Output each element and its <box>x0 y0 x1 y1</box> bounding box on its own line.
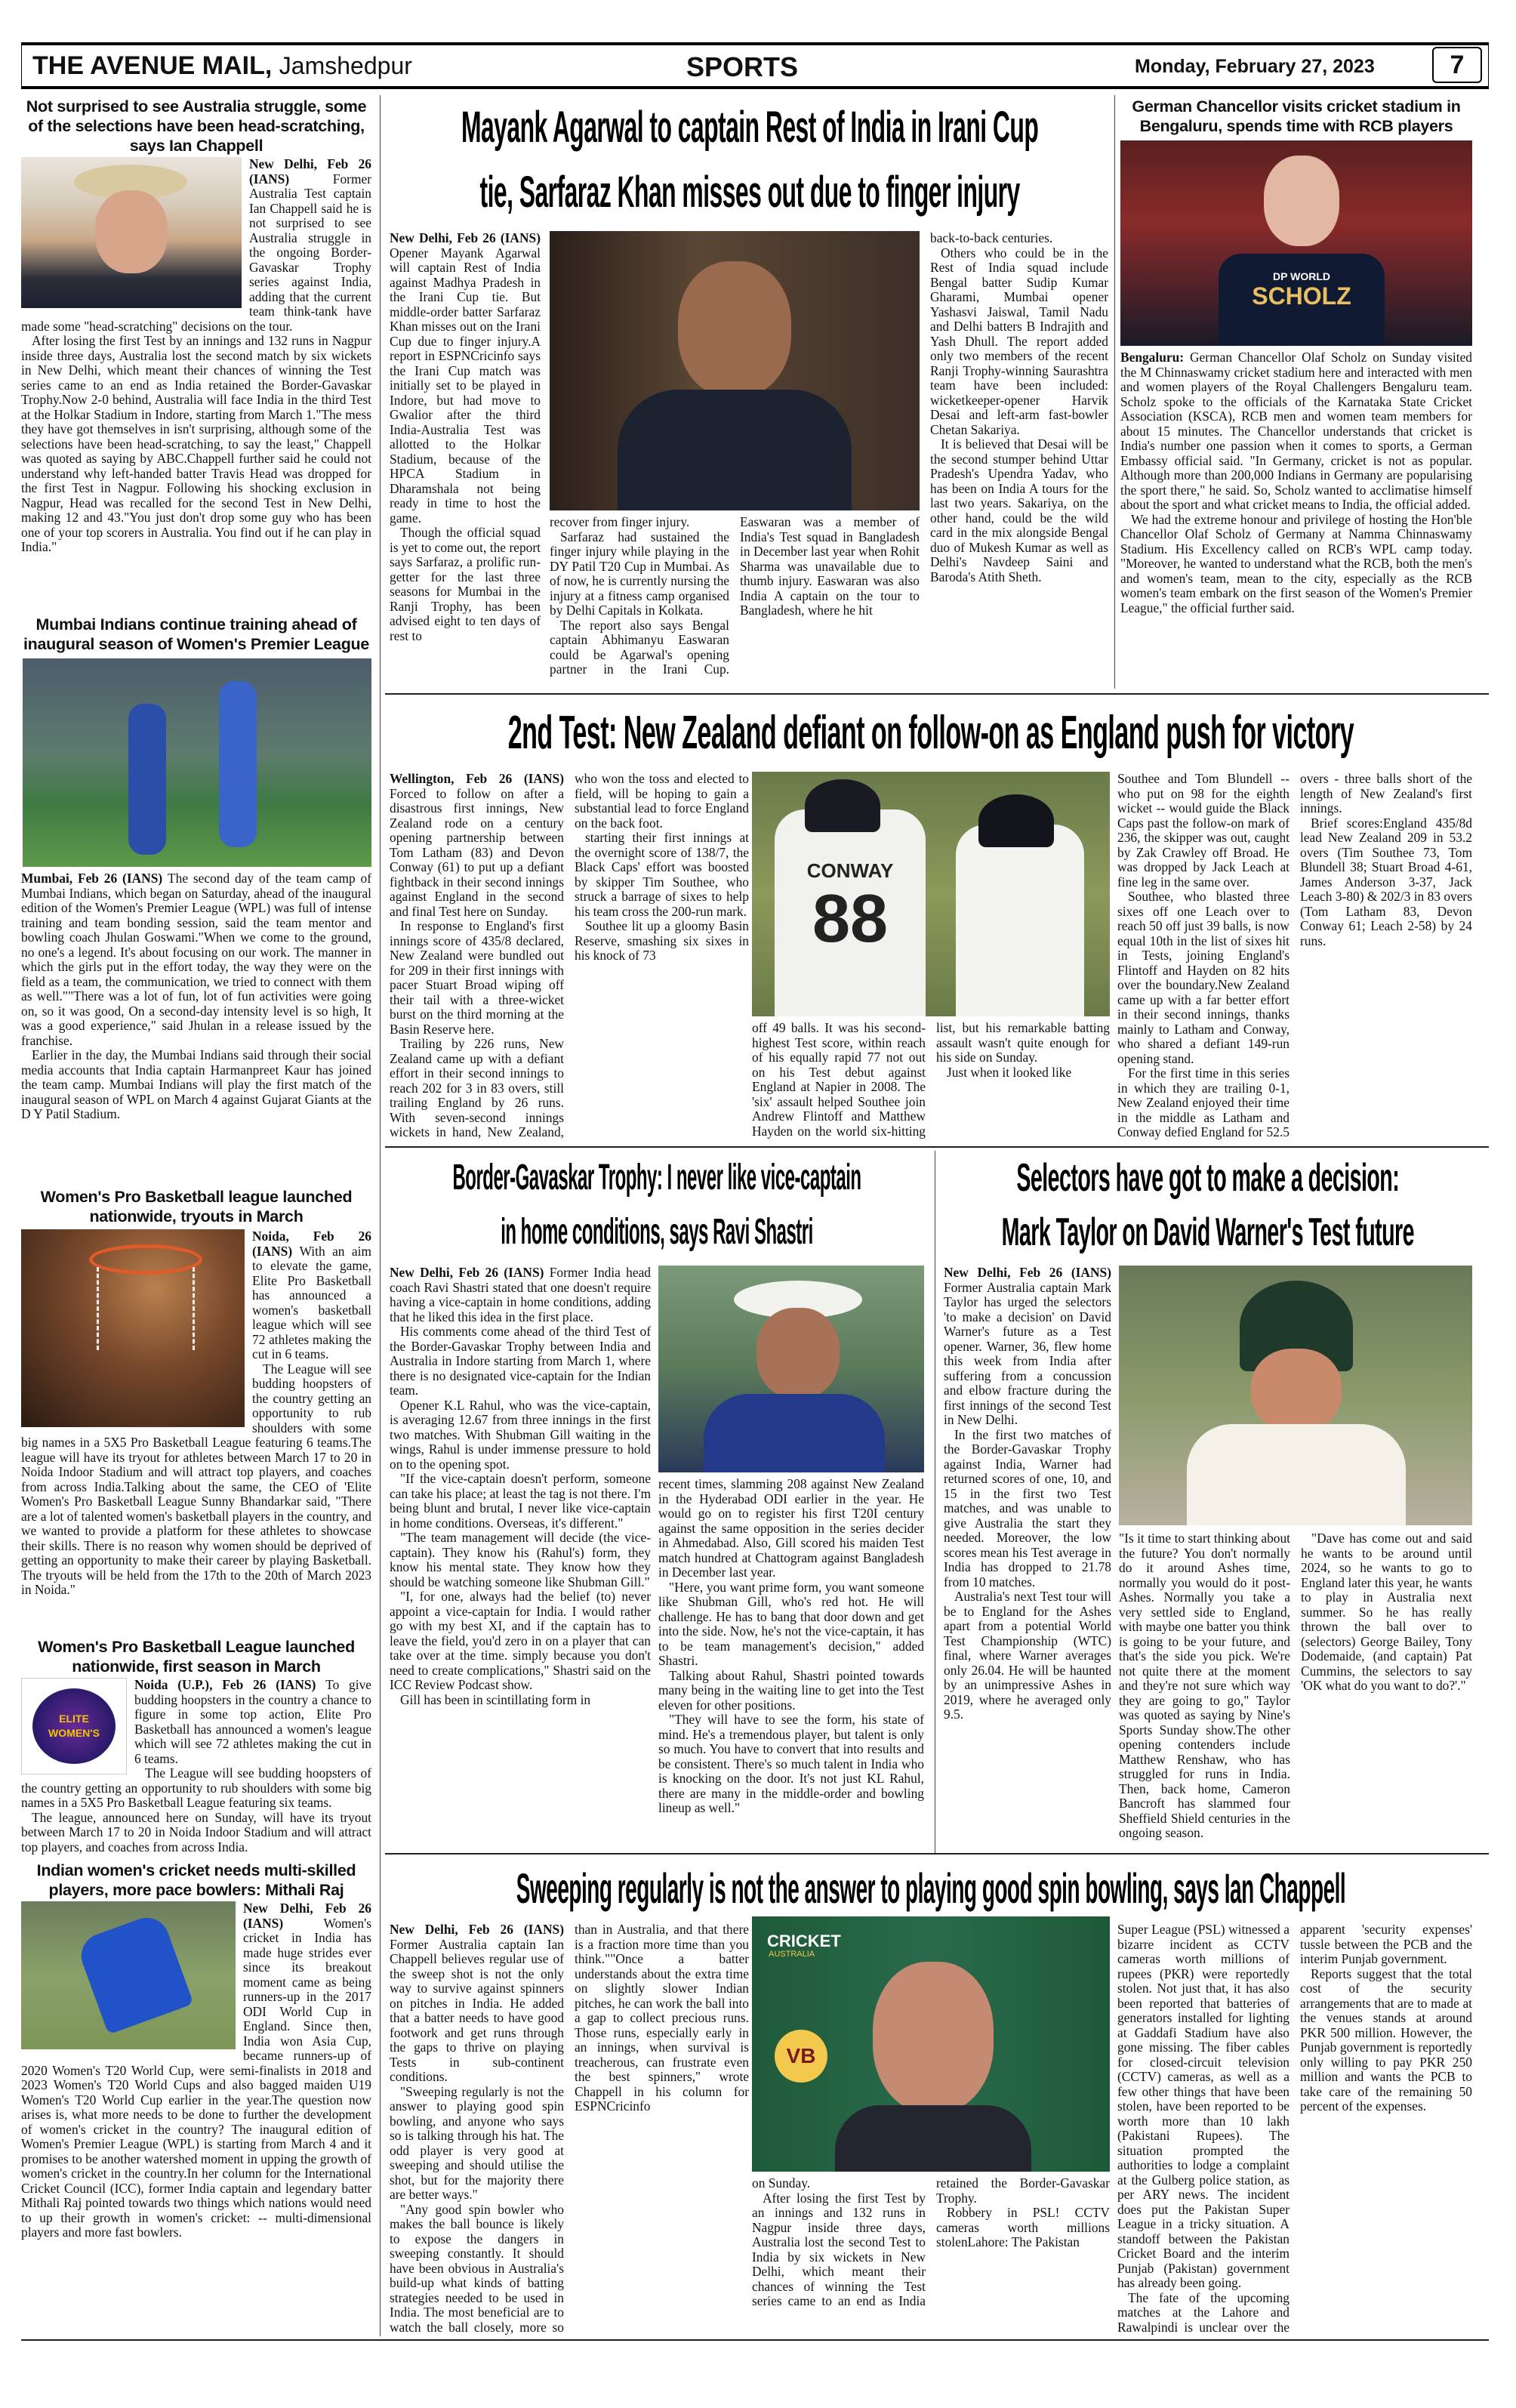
paragraph: on Sunday. <box>752 2176 811 2191</box>
paragraph: The fate of the upcoming matches at the Lahore and Rawalpindi is unclear over the apparent 'security expenses' tussle between the PCB and the interim Punjab government. <box>1117 1922 1472 2335</box>
column-divider <box>1114 95 1115 689</box>
shirt-shape <box>1187 1424 1406 1525</box>
paragraph: Talking about Rahul, Shastri pointed towards many being in the waiting line to get into the Test eleven for other positions. <box>658 1667 924 1713</box>
page-footer-rule <box>21 2339 1489 2341</box>
paragraph: Just when it looked like <box>947 1064 1072 1080</box>
article-text-columns <box>1119 1531 1472 1855</box>
paragraph: Gill has been in scintillating form in <box>400 1691 591 1707</box>
article-body <box>21 1678 371 1856</box>
paragraph: "Dave has come out and said he wants to be around until 2024, so he wants to go to England later this year, he wants to play in Australia next summer. So he has really thrown the ball over to (selectors) George Bailey, Tony Dodemaide, (and captain) Pat Cummins, the selectors to say 'OK what do you want to do?'." <box>1301 1531 1472 1693</box>
paragraph: In response to England's first innings score of 435/8 declared, New Zealand were bundled out for 209 in their first innings with pacer Stuart Broad wiping off their tail with a three-wicket burst on the third morning at the Basin Reserve here. <box>390 918 564 1037</box>
headline-line: Sweeping regularly is not the answer to playing good spin bowling, says Ian Chappell <box>516 1864 1346 1912</box>
paragraph: Earlier in the day, the Mumbai Indians said through their social media accounts that India captain Harmanpreet Kaur has joined the team camp. Mumbai Indians will play the first match of the inaugural season of WPL on March 4 against Gujarat Giants at the D Y Patil Stadium. <box>21 1047 371 1121</box>
face-shape <box>1264 156 1339 246</box>
paragraph: New Delhi, Feb 26 (IANS) Former Australia captain Mark Taylor has urged the selectors 'to make a decision' on David Warner's future as a Test opener. Warner, 36, flew home this week from India after suffering from a concussion and elbow fracture during the first innings of the second Test in New Delhi. <box>944 1266 1111 1427</box>
photo-mayank-agarwal <box>550 231 920 510</box>
headline-line: 2nd Test: New Zealand defiant on follow-on as England push for victory <box>507 707 1354 759</box>
headline-line: Mark Taylor on David Warner's Test future <box>1001 1210 1414 1254</box>
paragraph: "I, for one, always had the belief (to) never appoint a vice-captain for India. I would rather go with my best XI, and if the captain has to leave the field, you'd zero in on a player that can take over at the time. simply because you don't need to create complications," Shastri said on the ICC Review Podcast show. <box>390 1589 651 1692</box>
page-number: 7 <box>1432 47 1482 83</box>
dateline: Wellington, Feb 26 (IANS) <box>390 772 564 786</box>
paragraph: Opener K.L Rahul, who was the vice-captain, is averaging 12.67 from three innings in the first two matches. With Shubman Gill waiting in the wings, Rahul is under immense pressure to hold on to the opening spot. <box>390 1397 651 1472</box>
article-basketball-tryouts <box>21 1187 371 1636</box>
paragraph: "Here, you want prime form, you want someone like Shubman Gill, who's red hot. He will challenge. He has to bang that door down and get into the side. Now, he's not the vice-captain, it has to be team management's decision," added Shastri. <box>658 1579 924 1668</box>
dateline: New Delhi, Feb 26 (IANS) <box>249 157 371 187</box>
headline-line: Selectors have got to make a decision: <box>1016 1156 1400 1200</box>
article-mithali <box>21 1861 371 2336</box>
paragraph: It is believed that Desai will be the second stumper behind Uttar Pradesh's Upendra Yadav, who has been on India A tours for the last two years. Sakariya, on the other hand, could be the wild card in the mix alongside Bengal duo of Mukesh Kumar as well as Delhi's Navdeep Saini and Baroda's Atith Sheth. <box>930 436 1108 584</box>
logo-text: ELITE WOMEN'S <box>32 1688 116 1764</box>
article-text-columns <box>390 772 749 1142</box>
paragraph: Robbery in PSL! CCTV cameras worth millions stolenLahore: The Pakistan <box>936 2205 1110 2249</box>
paragraph: After losing the first Test by an innings and 132 runs in Nagpur inside three days, Australia lost the second match by six wickets in New Delhi, which meant their chances of winning the Test series came to an end as India retained the Border-Gavaskar Trophy.Now 2-0 behind, Australia will face India in the third Test at the Holkar Stadium in Indore, starting from March 1."The mess they have got themselves in isn't surprising, although some of the selections have been head-scratching, to say the least," Chappell was quoted as saying by ABC.Chappell further said he could not understand why left-handed batter Travis Head was dropped for the first Test in Nagpur. Following his shocking exclusion in Nagpur, Head was recalled for the second Test in New Delhi, making 12 and 43."You just don't drop some guy who has been one of your top scorers in Australia. You find out if he can play in India." <box>21 333 371 554</box>
section-title: SPORTS <box>686 51 799 82</box>
face-shape <box>95 190 168 273</box>
photo-ravi-shastri <box>658 1266 924 1472</box>
helmet-shape <box>978 794 1054 847</box>
paragraph: "If the vice-captain doesn't perform, someone can take his place; at least the tag is not there. I'm being blunt and brutal, I never like vice-captain in home conditions. Overseas, it's different." <box>390 1471 651 1531</box>
paragraph: Though the official squad is yet to come out, the report says Sarfaraz, a prolific run-getter for the last three seasons for Mumbai in the Ranji Trophy, has been advised eight to ten days of rest to <box>390 525 541 643</box>
paragraph: The League will see budding hoopsters of the country getting an opportunity to rub shoulders with some big names in a 5X5 Pro Basketball League featuring 6 teams.The league will have its tryout for athletes between March 17 to 20 in Noida Indoor Stadium and will attract top players, and coaches from across India.Talking about the same, the CEO of 'Elite Women's Pro Basketball League Sunny Bhandarkar said, "There are a lot of talented women's basketball players in the country, and we wanted to provide a platform for these athletes to showcase their skills. There is no reason why women should be deprived of getting an opportunity to make their career by playing Basketball. The tryouts will be held from the 17th to the 20th of March 2023 in Noida." <box>21 1361 371 1597</box>
backdrop-text: AUSTRALIA <box>769 1950 815 1959</box>
article-basketball-season <box>21 1637 371 1858</box>
sponsor-logo: VB <box>775 2030 827 2083</box>
paragraph: New Delhi, Feb 26 (IANS) Former Australia captain Ian Chappell believes regular use of the sweep shot is not the only way to survive against spinners on pitches in India. He added that a batter needs to have good footwork and get runs through the gaps to thrive on playing Tests in sub-continent conditions. <box>390 1922 564 2084</box>
shirt-shape <box>835 2105 1031 2172</box>
paragraph: recover from finger injury. <box>550 515 690 529</box>
headline: German Chancellor visits cricket stadium in Bengaluru, spends time with RCB players <box>1132 97 1461 135</box>
masthead <box>21 42 1489 89</box>
face-shape <box>873 1962 994 2113</box>
dateline: New Delhi, Feb 26 (IANS) <box>390 1922 564 1937</box>
jersey-sponsor-text: DP WORLD <box>1273 270 1330 282</box>
jersey-name-text: SCHOLZ <box>1252 282 1351 310</box>
paragraph: Trailing by 226 runs, New Zealand came up with a defiant effort in their second innings to reach 202 for 3 in 83 overs, still trailing England by 26 runs. With seven-second innings wickets in hand, New Zealand, who won the toss and elected to field, will be hoping to gain a substantial lead to force England on the back foot. <box>390 772 749 1139</box>
article-text-column <box>390 231 541 684</box>
helmet-shape <box>805 779 880 832</box>
headline-nz-test <box>390 701 1472 769</box>
dateline: New Delhi, Feb 26 (IANS) <box>390 1266 550 1280</box>
dateline: Noida, Feb 26 (IANS) <box>252 1229 371 1259</box>
article-body <box>21 157 371 610</box>
paragraph: In the first two matches of the Border-Gavaskar Trophy against India, Warner had returned scores of one, 10, and 15 in the first two Test matches, and was unable to give Australia the start they needed. Moreover, the low scores mean his Test average in India has dropped to 21.78 from 10 matches. <box>944 1426 1111 1589</box>
headline-sweeping <box>390 1858 1472 1921</box>
article-text-column <box>930 231 1108 684</box>
paragraph: The League will see budding hoopsters of the country getting an opportunity to rub shoulders with some big names in a 5X5 Pro Basketball League featuring six teams. <box>21 1765 371 1810</box>
paragraph: New Delhi, Feb 26 (IANS) Opener Mayank Agarwal will captain Rest of India against Madhya Pradesh in the Irani Cup tie. But middle-order batter Sarfaraz Khan misses out on the Irani Cup due to finger injury.A report in ESPNCricinfo says the Irani Cup match was initially set to be played in Indore, but had move to Gwalior after the third India-Australia Test was allotted to the Holkar Stadium, because of the HPCA Stadium in Dharamshala not being ready in time to host the game. <box>390 231 541 526</box>
face-shape <box>678 261 791 397</box>
paragraph: Southee lit up a gloomy Basin Reserve, smashing six sixes in his knock of 73 <box>575 918 749 963</box>
paragraph: New Delhi, Feb 26 (IANS) Former Australia Test captain Ian Chappell said he is not surprised to see Australia struggle in the ongoing Border-Gavaskar Trophy series against India, adding that the current team think-tank have made some "head-scratching" decisions on the tour. <box>21 157 371 334</box>
paragraph: His comments come ahead of the third Test of the Border-Gavaskar Trophy between India and Australia in Indore starting from March 1, where there is no designated vice-captain for the Indian team. <box>390 1324 651 1398</box>
paragraph: Noida (U.P.), Feb 26 (IANS) To give budding hoopsters in the country a chance to figure in some top action, Elite Pro Basketball has announced a women's league which will see 72 athletes making the cut in 6 teams. <box>134 1678 371 1766</box>
article-body <box>21 1229 371 1631</box>
photo-david-warner <box>1119 1266 1472 1525</box>
photo-ian-chappell-presser <box>752 1916 1110 2172</box>
article-text <box>21 871 371 1155</box>
headline-mayank <box>390 95 1110 228</box>
dateline: New Delhi, Feb 26 (IANS) <box>944 1266 1111 1280</box>
article-text-columns <box>1117 1922 1472 2336</box>
article-scholz <box>1120 97 1472 686</box>
shirt-shape <box>618 390 852 510</box>
player-figure <box>128 704 166 855</box>
paragraph: recent times, slamming 208 against New Zealand in the Hyderabad ODI earlier in the year. He would go on to register his first T20I century against the same opposition in the series decider in Ahmedabad. Also, Gill scored his maiden Test match hundred at Chattogram against Bangladesh in December last year. <box>658 1477 924 1580</box>
paragraph: For the first time in this series in which they are trailing 0-1, New Zealand enjoyed their time in the middle as Latham and Conway defied England for 52.5 overs - three balls short of the length of New Zealand's first innings. <box>1117 772 1472 1139</box>
article-text-columns <box>390 1922 749 2336</box>
face-shape <box>1251 1349 1342 1432</box>
paragraph: "Sweeping regularly is not the answer to playing good spin bowling, and anyone who says so is talking through his hat. The odd player is very good at sweeping and should utilise the shot, but for the majority there are better ways." <box>390 2083 564 2202</box>
paragraph: Super League (PSL) witnessed a bizarre incident as CCTV cameras worth millions of rupees (PKR) were reportedly stolen. Not just that, it has also been reported that batteries of generators installed for lighting at Gaddafi Stadium have also gone missing. The fiber cables for closed-circuit television (CCTV) cameras, as well as a few other things that have been stolen, have been reported to be worth more than 10 lakh (Pakistani Rupees). The situation prompted the authorities to lodge a complaint at the Gulberg police station, as per ARY news. The incident does put the Pakistan Super League in a tricky situation. A standoff between the Pakistan Cricket Board and the interim Punjab (Pakistan) government has already been going. <box>1117 1922 1290 2290</box>
issue-date: Monday, February 27, 2023 <box>1135 56 1375 77</box>
backdrop-text: CRICKET <box>767 1932 841 1950</box>
headline: Women's Pro Basketball league launched nationwide, tryouts in March <box>40 1188 353 1226</box>
dateline: New Delhi, Feb 26 (IANS) <box>390 231 541 245</box>
paper-title: THE AVENUE MAIL, <box>32 51 273 80</box>
paragraph: "Is it time to start thinking about the future? You don't normally do it around Ashes time, normally you would do it post-Ashes. Normally you take a very settled side to England, with maybe one batter you think is going to be your future, and that's the side you pick. We're not quite there at the moment and they're not sure which way they are going to go," Taylor was quoted as saying by Nine's Sports Sunday show.The other opening contenders include Matthew Renshaw, who has struggled for runs in India. Then, back home, Cameron Bancroft has slammed four Sheffield Shield centuries in the ongoing season. <box>1119 1531 1290 1840</box>
article-text-columns <box>752 2176 1110 2336</box>
paragraph: Southee, who blasted three sixes off one Leach over to reach 50 off just 39 balls, is now equal 10th in the list of sixes hit in Tests, joining England's Flintoff and Hayden on 82 hits over the boundary.New Zealand came up with a far better effort in their second innings, thanks mainly to Latham and Conway, who shared a defiant 149-run opening stand. <box>1117 889 1290 1066</box>
paragraph: Noida, Feb 26 (IANS) With an aim to elevate the game, Elite Pro Basketball has announced a women's basketball league which will see 72 athletes making the cut in 6 teams. <box>252 1229 371 1361</box>
paragraph: New Delhi, Feb 26 (IANS) Women's cricket in India has made huge strides ever since its breakout moment came as being runners-up in the 2017 ODI World Cup in England. Since then, India won Asia Cup, became runners-up of 2020 Women's T20 World Cup, were semi-finalists in 2018 and 2023 Women's T20 World Cups and also bagged maiden U19 Women's T20 World Cup earlier in the year.The question now arises is, what more needs to be done to further the development of women's cricket in the country? The inaugural edition of Women's Premier League (WPL) is starting from March 4 and it promises to be another watershed moment in upping the growth of women's cricket in the country.In her column for the International Cricket Council (ICC), former India captain and legendary batter Mithali Raj pointed towards two things which nations would need to up their growth in women's cricket: -- multi-dimensional players and more fast bowlers. <box>21 1901 371 2240</box>
paragraph: New Delhi, Feb 26 (IANS) Former India head coach Ravi Shastri stated that one doesn't require having a vice-captain in home conditions, adding that he liked this idea in the first place. <box>390 1266 651 1324</box>
shirt-shape <box>704 1394 885 1472</box>
paragraph: The report also says Bengal captain Abhimanyu Easwaran could be Agarwal's opening partner in the Irani Cup. Easwaran was a member of India's Test squad in Bangladesh in December last year when Rohit Sharma was unavailable due to thumb injury. Easwaran was also India A captain on the tour to Bangladesh, where he hit <box>550 515 920 677</box>
photo-basketball-hoop <box>21 1229 245 1427</box>
paper-city: Jamshedpur <box>279 52 412 79</box>
paragraph: starting their first innings at the overnight score of 138/7, the Black Caps' effort was boosted by skipper Tim Southee, who struck a barrage of sixes to help his team cross the 200-run mark. <box>575 830 749 919</box>
article-text-column <box>390 1266 651 1855</box>
photo-scholz-rcb <box>1120 140 1472 346</box>
photo-mumbai-indians-training <box>23 658 371 867</box>
paragraph: off 49 balls. It was his second-highest Test score, within reach of his equally rapid 77 not out on his Test debut against England at Napier in 2008. The 'six' assault helped Southee join Andrew Flintoff and Matthew Hayden on the world six-hitting list, but his remarkable batting assault wasn't quite enough for his side on Sunday. <box>752 1021 1110 1139</box>
article-body <box>21 1901 371 2324</box>
headline: Not surprised to see Australia struggle, some of the selections have been head-scratching, says Ian Chappell <box>26 97 367 155</box>
paragraph: After losing the first Test by an innings and 132 runs in Nagpur inside three days, Australia lost the second Test to India by six wickets in New Delhi, which meant their chances of winning the Test series came to an end as India retained the Border-Gavaskar Trophy. <box>752 2176 1110 2308</box>
section-divider <box>385 693 1489 695</box>
player-figure <box>75 1911 193 2034</box>
article-text-column <box>658 1477 924 1855</box>
paragraph: "The team management will decide (the vice-captain). They know his (Rahul's) form, they know his mental state. They know how they should be watching someone like Shubman Gill." <box>390 1530 651 1589</box>
hoop-net <box>97 1267 195 1350</box>
headline: Indian women's cricket needs multi-skilled players, more pace bowlers: Mithali Raj <box>36 1861 356 1899</box>
headline-taylor <box>944 1151 1472 1261</box>
section-divider <box>385 1146 1489 1148</box>
column-divider <box>380 95 381 2336</box>
photo-women-cricketer <box>21 1901 236 2049</box>
player-figure <box>956 825 1084 1016</box>
face-shape <box>756 1308 840 1398</box>
paragraph: Southee and Tom Blundell -- who put on 98 for the eighth wicket -- would guide the Black Caps past the follow-on mark of 236, the skipper was out, caught by Zak Crawley off Broad. He was dropped by Jack Leach at fine leg in the same over. <box>1117 772 1290 890</box>
dateline: Bengaluru: <box>1120 350 1190 365</box>
paragraph: "Any good spin bowler who makes the ball bounce is likely to expose the dangers in sweeping constantly. It should have been obvious in Australia's build-up what kinds of batting strategies needed to be used in India. The most beneficial are to watch the ball closely, more so than in Australia, and that there is a fraction more time than you think.""Once a batter understands about the extra time on slightly slower Indian pitches, he can work the ball into a gap to collect precious runs. Those runs, especially early in an innings, when survival is treacherous, can frustrate even the best spinners," wrote Chappell in his column for ESPNCricinfo <box>390 1922 749 2335</box>
headline-shastri <box>390 1151 924 1261</box>
article-text-columns <box>1117 772 1472 1142</box>
paragraph: Bengaluru: German Chancellor Olaf Scholz on Sunday visited the M Chinnaswamy cricket stadium here and interacted with men and women players of the Royal Challengers Bengaluru team. Scholz spoke to the officials of the Karnataka State Cricket Association (KSCA), RCB men and women team members for about 15 minutes. The Chancellor understands that cricket is India's number one passion when it comes to sports, a German Embassy official said. "In Germany, cricket is not as popular. Although more than 200,000 Indians in Germany are popularising the sport there," he said. So, Scholz wanted to acclimatise himself about the sport and what cricket means to India, the official added. <box>1120 350 1472 512</box>
article-chappell-struggle <box>21 97 371 612</box>
paragraph: Sarfaraz had sustained the finger injury while playing in the DY Patil T20 Cup in Mumbai. As of now, he is currently nursing the injury at a fitness camp organised by Delhi Capitals in Kolkata. <box>550 529 729 618</box>
headline: Mumbai Indians continue training ahead of inaugural season of Women's Premier League <box>23 615 370 653</box>
jersey-number-text: 88 <box>812 881 889 957</box>
photo-ian-chappell <box>21 157 242 308</box>
article-text-columns <box>752 1021 1110 1142</box>
dateline: Noida (U.P.), Feb 26 (IANS) <box>134 1678 326 1692</box>
headline-line: Border-Gavaskar Trophy: I never like vice-captain <box>452 1158 861 1198</box>
paragraph: We had the extreme honour and privilege of hosting the Hon'ble Chancellor Olaf Scholz of Germany at Namma Chinnaswamy Stadium. His Excellency called on RCB's WPL camp today. "Moreover, he wanted to understand what the RCB, both the men's and women's team, mean to the city, especially as the RCB women's team embark on the first season of the Women's Premier League," the official further said. <box>1120 511 1472 615</box>
paragraph: back-to-back centuries. <box>930 231 1053 245</box>
photo-conway-celebration <box>752 772 1110 1016</box>
dateline: Mumbai, Feb 26 (IANS) <box>21 871 168 886</box>
headline-line: tie, Sarfaraz Khan misses out due to finger injury <box>479 168 1020 217</box>
paragraph: Others who could be in the Rest of India squad include Bengal batter Sudip Kumar Gharami, Mumbai opener Yashasvi Jaiswal, Tamil Nadu and Delhi batters B Indrajith and Yash Dhull. The report added only two members of the recent Ranji Trophy-winning Saurashtra team have been included: wicketkeeper-opener Harvik Desai and left-arm fast-bowler Chetan Sakariya. <box>930 245 1108 437</box>
headline: Women's Pro Basketball League launched nationwide, first season in March <box>38 1638 355 1676</box>
article-mumbai-indians <box>21 615 371 1186</box>
article-text-columns <box>550 515 920 684</box>
headline-line: in home conditions, says Ravi Shastri <box>501 1212 813 1252</box>
paragraph: "They will have to see the form, his state of mind. He's a tremendous player, but talent is only so much. You have to convert that into results and be consistent. There's so much talent in India who is knocking on the door. It's not just KL Rahul, there are many in the middle-order and bowling lineup as well." <box>658 1712 924 1815</box>
article-text <box>1120 350 1472 686</box>
headline-line: Mayank Agarwal to captain Rest of India in Irani Cup <box>461 103 1039 152</box>
paragraph: Wellington, Feb 26 (IANS) Forced to follow on after a disastrous first innings, New Zealand rode on a century opening partnership between Tom Latham (83) and Devon Conway (61) to put up a defiant fightback in their second innings against England in the second and final Test here on Sunday. <box>390 772 564 919</box>
jersey-shape <box>1219 254 1385 346</box>
paragraph: Mumbai, Feb 26 (IANS) The second day of the team camp of Mumbai Indians, which began on Saturday, ahead of the inaugural edition of the Women's Premier League (WPL) was full of intense training and team bonding session, said the team mentor and bowling coach Jhulan Goswami."When we come to the ground, no one's a legend. It's about focusing on our work. The manner in which the girls put in the effort today, the way they were on the field as a team, the communication, we tried to connect with them as well.""There was a lot of fun, lot of fun activities were going on, so it was good, On a second-day intensity level is so high, It was a good experience," said Jhulan in a release issued by the franchise. <box>21 871 371 1048</box>
dateline: New Delhi, Feb 26 (IANS) <box>243 1901 371 1931</box>
paragraph: The league, announced here on Sunday, will have its tryout between March 17 to 20 in Noida Indoor Stadium and will attract top players, and coaches from across India. <box>21 1809 371 1855</box>
paragraph: Australia's next Test tour will be to England for the Ashes apart from a potential World Test Championship (WTC) final, where Warner averages only 26.04. He will be haunted by an unimpressive Ashes in 2019, where he averaged only 9.5. <box>944 1589 1111 1722</box>
paragraph: Reports suggest that the total cost of the security arrangements that are to made at the venues stands at around PKR 500 million. However, the Punjab government is reportedly only willing to pay PKR 250 million and wants the PCB to take care of the remaining 50 percent of the expenses. <box>1300 1966 1472 2114</box>
paper-name <box>32 51 412 81</box>
jersey-name-text: CONWAY <box>806 859 894 882</box>
paragraph: Brief scores:England 435/8d lead New Zealand 209 in 53.2 overs (Tim Southee 73, Tom Blundell 38; Stuart Broad 4-61, James Anderson 3-37, Jack Leach 3-80) & 202/3 in 83 overs (Tom Latham 83, Devon Conway 61; Leach 2-58) by 24 runs. <box>1300 815 1472 948</box>
article-text-column <box>944 1266 1111 1855</box>
player-figure <box>219 681 257 847</box>
player-figure <box>775 809 926 1016</box>
elite-womens-logo <box>21 1678 127 1774</box>
